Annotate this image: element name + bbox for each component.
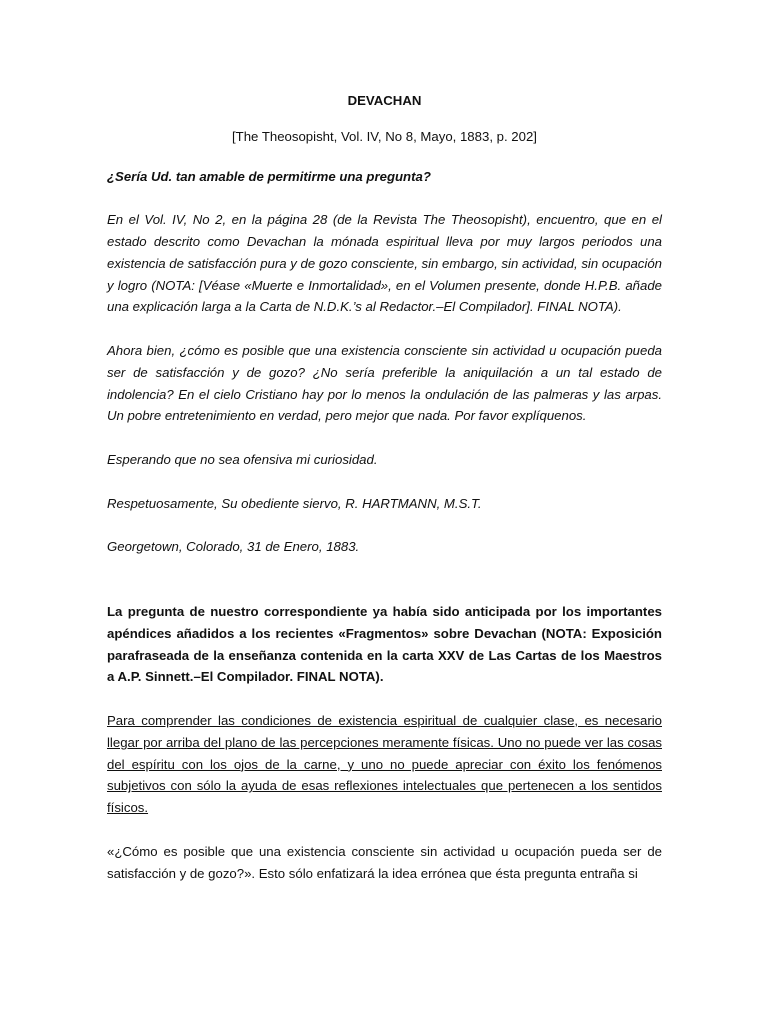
signature-line: Respetuosamente, Su obediente siervo, R. HARTMANN, M.S.T.: [107, 495, 482, 511]
document-title: DEVACHAN: [347, 93, 422, 108]
reply-underlined-paragraph: Para comprender las condiciones de existencia espiritual de cualquier clase, es necesario llegar por arriba del plano de las percepciones meramente físicas. Uno no puede ver las cosas del espíritu con los ojos de la carne, y uno no puede apreciar con éxito los fenómenos subjetivos con sólo la ayuda de esas reflexiones intelectuales que pertenecen a los sentidos físicos.: [107, 712, 662, 816]
source-citation: [The Theosopisht, Vol. IV, No 8, Mayo, 1883, p. 202]: [232, 128, 537, 144]
letter-paragraph-3: Esperando que no sea ofensiva mi curiosidad.: [107, 451, 378, 467]
letter-paragraph-2: Ahora bien, ¿cómo es posible que una existencia consciente sin actividad u ocupación pueda ser de satisfacción y de gozo? ¿No sería preferible la aniquilación a un tal estado de indolencia? En el cielo Cristiano hay por lo menos la ondulación de las palmeras y las arpas. Un pobre entretenimiento en verdad, pero mejor que nada. Por favor explíquenos.: [107, 342, 662, 424]
date-line: Georgetown, Colorado, 31 de Enero, 1883.: [107, 539, 360, 555]
document-body: [107, 90, 662, 884]
reply-introduction: La pregunta de nuestro correspondiente ya había sido anticipada por los importantes apéndices añadidos a los recientes «Fragmentos» sobre Devachan (NOTA: Exposición parafraseada de la enseñanza contenida en la carta XXV de Las Cartas de los Maestros a A.P. Sinnett.–El Compilador. FINAL NOTA).: [107, 603, 662, 685]
question-heading: ¿Sería Ud. tan amable de permitirme una pregunta?: [107, 168, 431, 184]
letter-paragraph-1: En el Vol. IV, No 2, en la página 28 (de la Revista The Theosopisht), encuentro, que en el estado descrito como Devachan la mónada espiritual lleva por muy largos periodos una existencia de satisfacción pura y de gozo consciente, sin embargo, sin actividad, sin ocupación y logro (NOTA: [Véase «Muerte e Inmortalidad», en el Volumen presente, donde H.P.B. añade una explicación larga a la Carta de N.D.K.’s al Redactor.–El Compilador]. FINAL NOTA).: [107, 212, 662, 315]
reply-final-paragraph: «¿Cómo es posible que una existencia consciente sin actividad u ocupación pueda ser de satisfacción y de gozo?». Esto sólo enfatizará la idea errónea que ésta pregunta entraña si: [107, 843, 662, 881]
